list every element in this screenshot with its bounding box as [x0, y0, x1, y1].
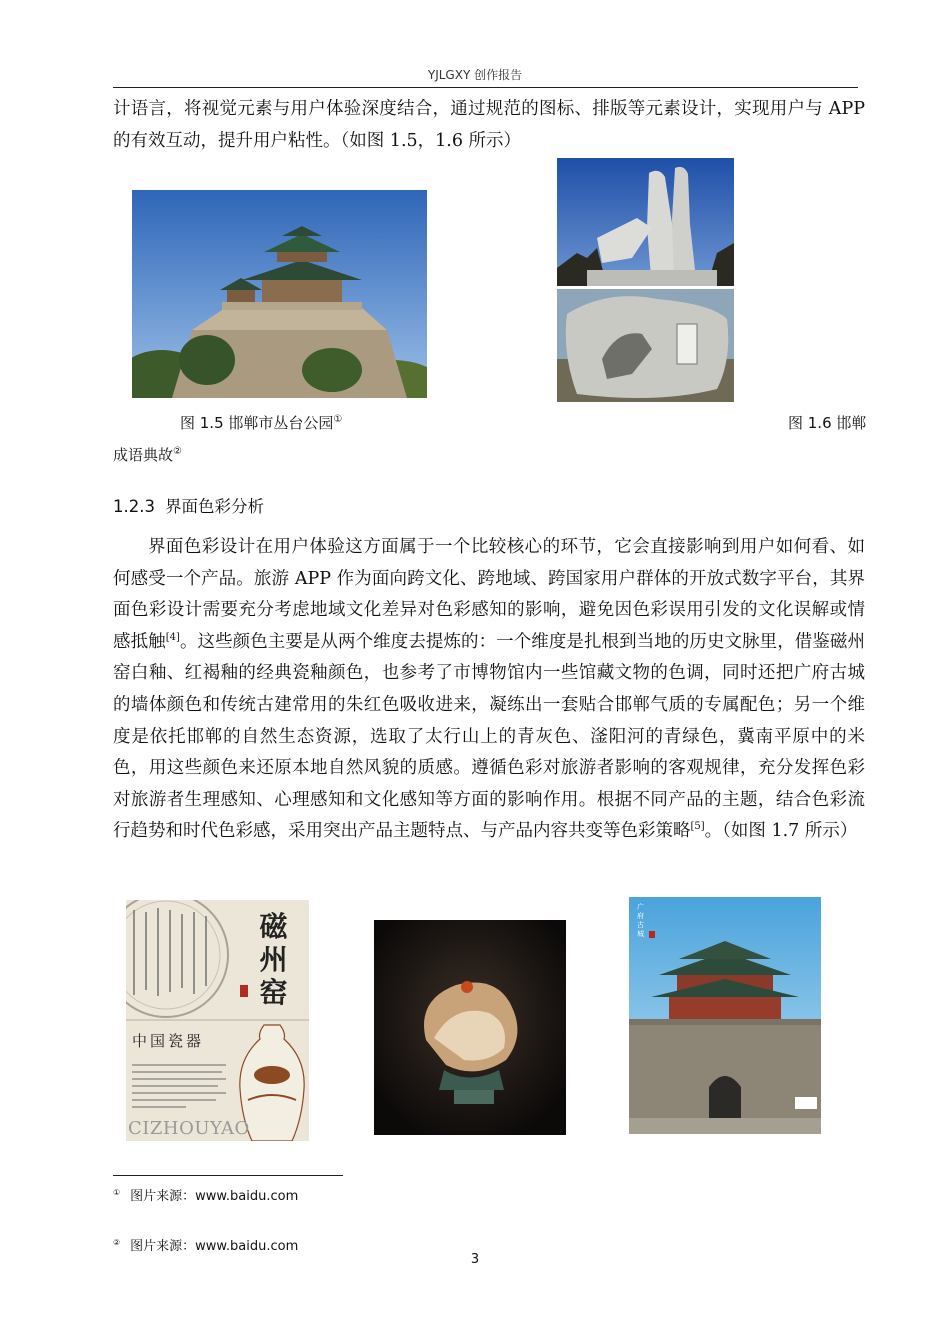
gate-photo-vertical-text: 广府古城 — [637, 903, 644, 938]
figure-cizhou-kiln-poster — [126, 900, 309, 1141]
citation-ref-4[interactable]: [4] — [165, 631, 180, 643]
figure-1-6-caption-text: 成语典故 — [113, 446, 174, 464]
figure-1-5-caption — [180, 412, 342, 433]
footnote-ref-1[interactable]: ① — [333, 414, 343, 425]
body-text-part1: 界面色彩设计在用户体验这方面属于一个比较核心的环节，它会直接影响到用户如何看、如何感受一个产品。旅游 APP 作为面向跨文化、跨地域、跨国家用户群体的开放式数字平台，其界面色彩设计需要充分考虑地域文化差异对色彩感知的影响，避免因色彩误用引发的文化误解或情感抵触 — [113, 537, 865, 652]
figure-congtai-park-photo — [132, 190, 427, 398]
figure-museum-artifact-photo — [374, 920, 566, 1135]
body-text-part2: 。这些颜色主要是从两个维度去提炼的：一个维度是扎根到当地的历史文脉里，借鉴磁州窑白釉、红褐釉的经典瓷釉颜色，也参考了市博物馆内一些馆藏文物的色调，同时还把广府古城的墙体颜色和传统古建常用的朱红色吸收进来，凝练出一套贴合邯郸气质的专属配色；另一个维度是依托邯郸的自然生态资源，选取了太行山上的青灰色、滏阳河的青绿色，冀南平原中的米色，用这些颜色来还原本地自然风貌的质感。遵循色彩对旅游者影响的客观规律，充分发挥色彩对旅游者生理感知、心理感知和文化感知等方面的影响作用。根据不同产品的主题，结合色彩流行趋势和时代色彩感，采用突出产品主题特点、与产品内容共变等色彩策略 — [113, 631, 865, 842]
section-title: 界面色彩分析 — [164, 497, 264, 516]
header-divider — [113, 87, 858, 88]
poster-subtitle: 中国瓷器 — [132, 1032, 205, 1050]
citation-ref-5[interactable]: [5] — [690, 821, 705, 833]
footnote-ref-2[interactable]: ② — [173, 446, 182, 457]
section-heading — [113, 493, 264, 517]
figure-city-gate-photo — [629, 897, 821, 1134]
figure-1-6-caption-line1: 图 1.6 邯郸 — [788, 414, 867, 432]
gate-photo-seal — [649, 931, 655, 938]
poster-title-char-1: 磁 — [259, 910, 288, 943]
section-number: 1.2.3 — [113, 497, 155, 516]
page-number: 3 — [470, 1252, 480, 1267]
figure-idiom-sculpture-photo — [557, 158, 734, 286]
footnote-1-text: 图片来源：www.baidu.com — [130, 1189, 299, 1204]
poster-title-char-3: 窑 — [259, 976, 288, 1009]
figure-1-6-caption-line2 — [113, 444, 182, 465]
intro-paragraph: 计语言，将视觉元素与用户体验深度结合，通过规范的图标、排版等元素设计，实现用户与 APP 的有效互动，提升用户粘性。（如图 1.5，1.6 所示） — [113, 99, 865, 151]
footnote-2-mark: ② — [113, 1237, 121, 1247]
footnote-divider — [113, 1175, 343, 1176]
body-paragraph — [113, 532, 865, 848]
poster-latin-title: CIZHOUYAO — [128, 1118, 250, 1139]
footnote-1-mark: ① — [113, 1187, 121, 1197]
figure-1-5-caption-text: 图 1.5 邯郸市丛台公园 — [180, 414, 334, 432]
page-header-title: YJLGXY 创作报告 — [427, 68, 523, 82]
footnote-2-text: 图片来源：www.baidu.com — [130, 1239, 299, 1254]
poster-title-char-2: 州 — [259, 943, 288, 976]
figure-stone-carving-photo — [557, 289, 734, 402]
footnote-1 — [113, 1185, 298, 1204]
body-text-part3: 。（如图 1.7 所示） — [704, 821, 858, 842]
